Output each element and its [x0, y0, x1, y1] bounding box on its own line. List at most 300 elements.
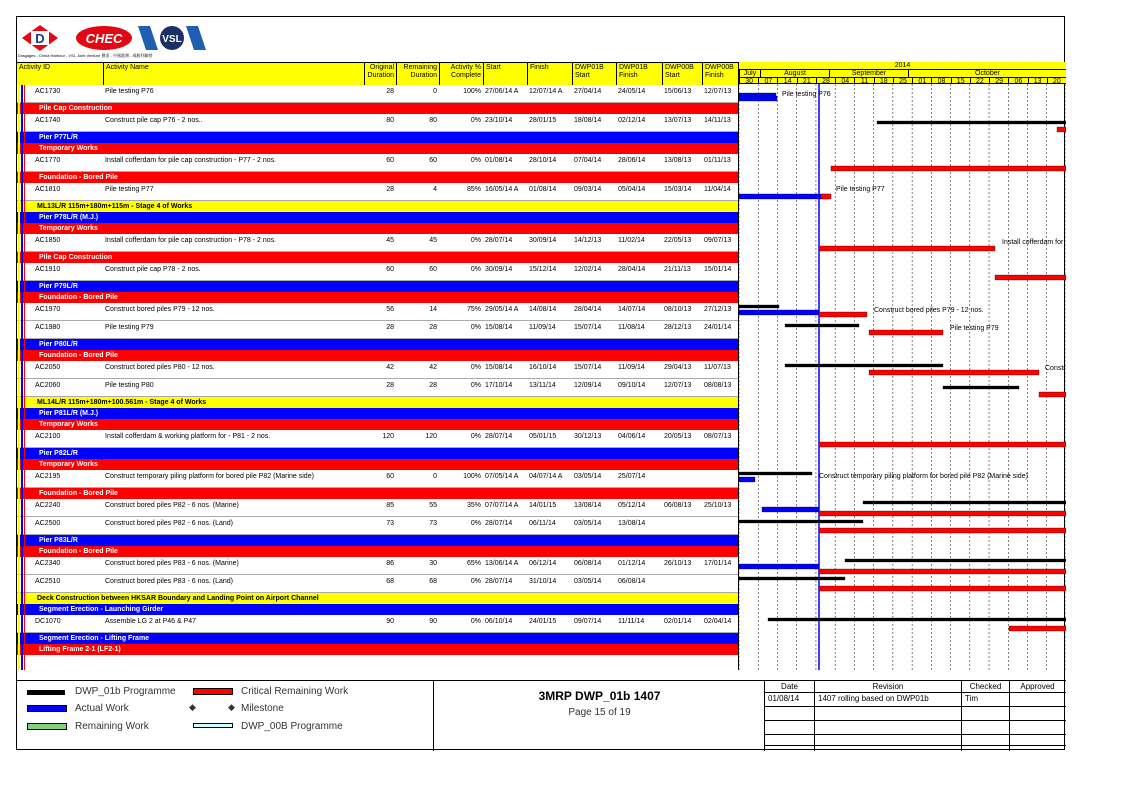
cell-f0: 02/04/14	[704, 618, 732, 625]
legend-remaining-swatch	[27, 723, 67, 730]
timescale-week: 01	[912, 77, 931, 84]
wbs-band: Pile Cap Construction	[17, 103, 738, 114]
timescale-week: 14	[777, 77, 796, 84]
legend-dwp01b-swatch	[27, 690, 65, 695]
cell-id: AC1910	[35, 266, 61, 273]
cell-finish: 24/01/15	[529, 618, 557, 625]
gantt-bar-black	[739, 305, 779, 308]
col-finish: Finish	[527, 63, 572, 85]
cell-start: 28/07/14	[485, 578, 513, 585]
activity-table	[17, 85, 738, 670]
rev-checked: Tim	[965, 694, 979, 703]
cell-s0: 26/10/13	[664, 560, 692, 567]
rev-col-revision: Revision	[815, 681, 962, 692]
cell-f1: 28/04/14	[618, 266, 646, 273]
activity-row	[17, 234, 738, 252]
cell-od: 68	[386, 578, 394, 585]
timescale-week: 20	[1047, 77, 1066, 84]
cell-s0: 20/05/13	[664, 433, 692, 440]
cell-s0: 13/07/13	[664, 117, 692, 124]
cell-s1: 12/02/14	[574, 266, 602, 273]
gantt-bar-red	[831, 166, 1066, 171]
logo-subtitle: Dragages - China Harbour - VSL Joint Venture 寶嘉 - 中國港灣 - 威勝利聯營	[18, 53, 153, 58]
cell-f0: 15/01/14	[704, 266, 732, 273]
gantt-bar-black	[863, 501, 1066, 504]
cell-name: Construct bored piles P82 - 6 nos. (Marine)	[105, 502, 239, 509]
cell-rd: 60	[429, 266, 437, 273]
cell-f0: 14/11/13	[704, 117, 731, 124]
cell-start: 07/07/14 A	[485, 502, 519, 509]
col-start: Start	[483, 63, 527, 85]
cell-id: AC1730	[35, 88, 61, 95]
cell-name: Construct temporary piling platform for bored pile P82 (Marine side)	[105, 473, 314, 480]
timescale-week: 29	[989, 77, 1008, 84]
cell-f0: 08/07/13	[704, 433, 732, 440]
cell-s1: 14/12/13	[574, 237, 602, 244]
cell-s1: 09/07/14	[574, 618, 602, 625]
cell-s0: 21/11/13	[664, 266, 691, 273]
cell-pct: 0%	[470, 157, 481, 164]
cell-finish: 05/01/15	[529, 433, 557, 440]
cell-od: 60	[386, 266, 394, 273]
timescale-week: 18	[874, 77, 893, 84]
gantt-bar-red	[869, 370, 1039, 375]
logo3-text: VSL	[162, 34, 182, 45]
gantt-bar-blue	[739, 194, 829, 199]
activity-row	[17, 263, 738, 281]
gantt-bar-black	[785, 364, 943, 367]
timescale-week: 07	[758, 77, 777, 84]
cell-id: AC1740	[35, 117, 61, 124]
cell-od: 86	[386, 560, 394, 567]
cell-name: Pile testing P76	[105, 88, 154, 95]
cell-f1: 02/12/14	[618, 117, 646, 124]
wbs-band: Temporary Works	[17, 143, 738, 154]
cell-f1: 06/08/14	[618, 578, 646, 585]
legend-dwp01b-label: DWP_01b Programme	[75, 686, 176, 697]
cell-id: AC1810	[35, 186, 61, 193]
gantt-bar-black	[768, 618, 1066, 621]
cell-f0: 09/07/13	[704, 237, 732, 244]
cell-start: 01/08/14	[485, 157, 513, 164]
rev-col-approved: Approved	[1020, 682, 1055, 691]
wbs-band: Pier P78L/R (M.J.)	[17, 212, 738, 223]
wbs-band: Temporary Works	[17, 459, 738, 470]
cell-rd: 42	[429, 364, 437, 371]
cell-f1: 14/07/14	[618, 306, 646, 313]
timescale-month: July	[739, 69, 760, 77]
cell-pct: 0%	[470, 324, 481, 331]
cell-name: Construct bored piles P83 - 6 nos. (Marine)	[105, 560, 239, 567]
cell-rd: 0	[433, 473, 437, 480]
document-title: 3MRP DWP_01b 1407	[538, 689, 661, 703]
legend-critical-swatch	[193, 688, 233, 695]
cell-name: Construct bored piles P80 - 12 nos.	[105, 364, 215, 371]
activity-row	[17, 114, 738, 132]
cell-s1: 18/08/14	[574, 117, 602, 124]
cell-f1: 04/06/14	[618, 433, 646, 440]
cell-name: Construct bored piles P82 - 6 nos. (Land)	[105, 520, 234, 527]
cell-rd: 55	[429, 502, 437, 509]
cell-pct: 0%	[470, 433, 481, 440]
cell-name: Construct bored piles P79 - 12 nos.	[105, 306, 215, 313]
col-activity-id: Activity ID	[19, 64, 51, 71]
cell-finish: 11/09/14	[529, 324, 556, 331]
legend-remaining-label: Remaining Work	[75, 721, 149, 732]
gantt-chart	[738, 62, 1066, 670]
gantt-bar-red	[819, 586, 1066, 591]
cell-pct: 0%	[470, 618, 481, 625]
cell-s1: 03/05/14	[574, 473, 602, 480]
cell-name: Pile testing P79	[105, 324, 154, 331]
timescale-week: 13	[1028, 77, 1047, 84]
gantt-bar-red	[995, 275, 1066, 280]
gantt-bar-black	[845, 559, 1066, 562]
wbs-band: Deck Construction between HKSAR Boundary and Landing Point on Airport Channel	[17, 593, 738, 604]
cell-name: Construct bored piles P83 - 6 nos. (Land)	[105, 578, 234, 585]
cell-f1: 11/08/14	[618, 324, 645, 331]
cell-finish: 13/11/14	[529, 382, 556, 389]
cell-name: Construct pile cap P76 - 2 nos..	[105, 117, 203, 124]
timescale-month: September	[829, 69, 908, 77]
cell-s0: 22/05/13	[664, 237, 692, 244]
cell-s1: 06/08/14	[574, 560, 602, 567]
rev-col-checked: Checked	[962, 681, 1010, 692]
cell-start: 27/06/14 A	[485, 88, 519, 95]
cell-od: 28	[386, 382, 394, 389]
cell-pct: 65%	[466, 560, 481, 567]
activity-row	[17, 575, 738, 593]
wbs-band: Lifting Frame 2-1 (LF2-1)	[17, 644, 738, 655]
wbs-band: Pile Cap Construction	[17, 252, 738, 263]
gantt-bar-blue	[739, 564, 819, 569]
cell-finish: 15/12/14	[529, 266, 557, 273]
cell-od: 28	[386, 324, 394, 331]
gantt-bar-red	[819, 511, 1066, 516]
cell-finish: 30/09/14	[529, 237, 557, 244]
cell-start: 29/05/14 A	[485, 306, 519, 313]
wbs-band: Foundation - Bored Pile	[17, 292, 738, 303]
gantt-bar-blue	[739, 96, 777, 101]
cell-s0: 15/06/13	[664, 88, 692, 95]
milestone-icon: ◆	[228, 702, 235, 712]
cell-name: Install cofferdam & working platform for - P81 - 2 nos.	[105, 433, 271, 440]
cell-rd: 0	[433, 88, 437, 95]
cell-f0: 27/12/13	[704, 306, 732, 313]
cell-od: 120	[382, 433, 394, 440]
wbs-band: ML13L/R 115m+180m+115m - Stage 4 of Works	[17, 201, 738, 212]
cell-pct: 0%	[470, 520, 481, 527]
gantt-bar-black	[943, 386, 1019, 389]
timescale-month: October	[908, 69, 1066, 77]
cell-f1: 09/10/14	[618, 382, 646, 389]
cell-start: 15/08/14	[485, 364, 513, 371]
activity-row	[17, 470, 738, 488]
cell-id: AC2510	[35, 578, 61, 585]
cell-rd: 28	[429, 324, 437, 331]
cell-id: AC2100	[35, 433, 61, 440]
cell-s0: 13/08/13	[664, 157, 692, 164]
timescale-year: 2014	[894, 62, 911, 69]
cell-finish: 12/07/14 A	[529, 88, 563, 95]
cell-pct: 0%	[470, 266, 481, 273]
activity-row	[17, 557, 738, 575]
cell-finish: 31/10/14	[529, 578, 557, 585]
legend-actual-swatch	[27, 705, 67, 712]
timescale-week: 08	[931, 77, 950, 84]
cell-start: 07/05/14 A	[485, 473, 519, 480]
activity-row	[17, 85, 738, 103]
cell-pct: 0%	[470, 117, 481, 124]
cell-s1: 28/04/14	[574, 306, 602, 313]
gantt-bar-black	[739, 472, 812, 475]
legend-actual-label: Actual Work	[75, 703, 129, 714]
cell-od: 42	[386, 364, 394, 371]
cell-start: 28/07/14	[485, 237, 513, 244]
cell-s1: 03/05/14	[574, 578, 602, 585]
wbs-band: Foundation - Bored Pile	[17, 350, 738, 361]
rev-text: 1407 rolling based on DWP01b	[818, 694, 929, 703]
cell-od: 28	[386, 88, 394, 95]
cell-id: AC2060	[35, 382, 61, 389]
cell-pct: 100%	[463, 473, 481, 480]
wbs-band: Temporary Works	[17, 419, 738, 430]
gantt-bar-red	[819, 312, 867, 317]
timescale-week: 15	[951, 77, 970, 84]
col-dwp00b-finish: DWP00B Finish	[702, 63, 738, 85]
cell-od: 28	[386, 186, 394, 193]
cell-f0: 11/07/13	[704, 364, 731, 371]
cell-pct: 35%	[466, 502, 481, 509]
wbs-band: Foundation - Bored Pile	[17, 488, 738, 499]
chec-logo	[74, 24, 134, 50]
gantt-bar-label: Pile testing P77	[836, 186, 885, 193]
cell-od: 80	[386, 117, 394, 124]
cell-s1: 15/07/14	[574, 324, 602, 331]
activity-row	[17, 154, 738, 172]
wbs-band: Pier P79L/R	[17, 281, 738, 292]
gantt-bar-label: Pile testing P76	[782, 91, 831, 98]
cell-s0: 02/01/14	[664, 618, 692, 625]
cell-f0: 24/01/14	[704, 324, 732, 331]
table-header	[17, 62, 738, 86]
cell-start: 28/07/14	[485, 520, 513, 527]
cell-pct: 0%	[470, 237, 481, 244]
gantt-bar-blue	[739, 310, 819, 315]
cell-f0: 08/08/13	[704, 382, 732, 389]
cell-s1: 27/04/14	[574, 88, 602, 95]
cell-pct: 75%	[466, 306, 481, 313]
cell-s1: 13/08/14	[574, 502, 602, 509]
timescale-week: 25	[893, 77, 912, 84]
gantt-bar-black	[877, 121, 1066, 124]
cell-start: 06/10/14	[485, 618, 513, 625]
cell-finish: 06/12/14	[529, 560, 557, 567]
cell-start: 30/09/14	[485, 266, 513, 273]
activity-row	[17, 517, 738, 535]
col-dwp01b-start: DWP01B Start	[572, 63, 616, 85]
gantt-bar-red	[1057, 127, 1066, 132]
gantt-bar-label: Pile testing P79	[950, 325, 999, 332]
cell-s0: 15/03/14	[664, 186, 692, 193]
cell-s0: 06/08/13	[664, 502, 692, 509]
cell-start: 13/06/14 A	[485, 560, 519, 567]
cell-pct: 85%	[466, 186, 481, 193]
gantt-bar-red	[1009, 626, 1066, 631]
gantt-bar-red	[819, 528, 1066, 533]
cell-name: Pile testing P77	[105, 186, 154, 193]
cell-finish: 28/01/15	[529, 117, 557, 124]
cell-name: Install cofferdam for pile cap construction - P77 - 2 nos.	[105, 157, 277, 164]
cell-rd: 4	[433, 186, 437, 193]
rev-col-date: Date	[765, 681, 815, 692]
cell-start: 23/10/14	[485, 117, 513, 124]
cell-od: 90	[386, 618, 394, 625]
gantt-bar-red	[819, 569, 1066, 574]
cell-od: 45	[386, 237, 394, 244]
cell-finish: 06/11/14	[529, 520, 556, 527]
cell-rd: 45	[429, 237, 437, 244]
gantt-bar-red	[819, 442, 1066, 447]
cell-id: AC2195	[35, 473, 61, 480]
timescale-header	[739, 62, 1066, 84]
cell-s1: 15/07/14	[574, 364, 602, 371]
cell-rd: 14	[429, 306, 437, 313]
cell-f0: 11/04/14	[704, 186, 731, 193]
cell-start: 28/07/14	[485, 433, 513, 440]
cell-finish: 16/10/14	[529, 364, 557, 371]
cell-rd: 28	[429, 382, 437, 389]
cell-rd: 68	[429, 578, 437, 585]
legend-milestone-label: Milestone	[241, 703, 284, 714]
vsl-logo	[138, 24, 206, 50]
cell-f1: 13/08/14	[618, 520, 646, 527]
cell-rd: 80	[429, 117, 437, 124]
gantt-bar-black	[739, 520, 863, 523]
wbs-band: Segment Erection - Launching Girder	[17, 604, 738, 615]
timescale-week: 28	[816, 77, 835, 84]
wbs-band: Segment Erection - Lifting Frame	[17, 633, 738, 644]
timescale-week: 11	[854, 77, 873, 84]
timescale-week: 04	[835, 77, 854, 84]
cell-finish: 14/01/15	[529, 502, 557, 509]
activity-row	[17, 303, 738, 321]
cell-pct: 0%	[470, 382, 481, 389]
cell-f1: 11/09/14	[618, 364, 645, 371]
timescale-month: August	[760, 69, 829, 77]
gantt-canvas	[739, 84, 1066, 670]
wbs-band: Pier P82L/R	[17, 448, 738, 459]
revision-table	[764, 680, 1066, 751]
activity-row	[17, 430, 738, 448]
activity-row	[17, 379, 738, 397]
cell-pct: 0%	[470, 364, 481, 371]
title-block	[433, 680, 765, 751]
legend-dwp00b-label: DWP_00B Programme	[241, 721, 343, 732]
activity-row	[17, 499, 738, 517]
dragages-logo	[21, 24, 59, 50]
legend-dwp00b-swatch	[193, 723, 233, 728]
cell-rd: 90	[429, 618, 437, 625]
page-number: Page 15 of 19	[568, 707, 631, 718]
wbs-band: Foundation - Bored Pile	[17, 172, 738, 183]
gantt-bar-label: Constr	[1045, 365, 1066, 372]
gantt-bar-label: Construct temporary piling platform for bored pile P82 (Marine side)	[819, 473, 1028, 480]
cell-f1: 28/06/14	[618, 157, 646, 164]
cell-od: 56	[386, 306, 394, 313]
cell-s0: 08/10/13	[664, 306, 692, 313]
cell-rd: 120	[425, 433, 437, 440]
cell-id: AC2500	[35, 520, 61, 527]
logo2-text: CHEC	[85, 31, 123, 46]
cell-s1: 30/12/13	[574, 433, 602, 440]
cell-name: Install cofferdam for pile cap construction - P78 - 2 nos.	[105, 237, 277, 244]
cell-f0: 12/07/13	[704, 88, 732, 95]
cell-s1: 12/09/14	[574, 382, 602, 389]
cell-s0: 29/04/13	[664, 364, 692, 371]
cell-rd: 30	[429, 560, 437, 567]
gantt-bar-blue	[762, 507, 819, 512]
gantt-bar-blue	[739, 477, 755, 482]
cell-od: 85	[386, 502, 394, 509]
gantt-bar-label: Construct bored piles P79 - 12 nos.	[874, 307, 984, 314]
rev-date: 01/08/14	[768, 694, 800, 703]
milestone-icon: ◆	[189, 702, 196, 712]
col-dwp01b-finish: DWP01B Finish	[616, 63, 662, 85]
outline-indent-bars	[17, 85, 25, 670]
cell-f1: 05/04/14	[618, 186, 646, 193]
cell-od: 60	[386, 157, 394, 164]
activity-row	[17, 321, 738, 339]
cell-f1: 11/11/14	[618, 618, 645, 625]
cell-start: 16/05/14 A	[485, 186, 519, 193]
cell-name: Assemble LG 2 at P46 & P47	[105, 618, 197, 625]
cell-id: AC1770	[35, 157, 61, 164]
cell-s1: 09/03/14	[574, 186, 602, 193]
cell-pct: 0%	[470, 578, 481, 585]
wbs-band: Foundation - Bored Pile	[17, 546, 738, 557]
wbs-band: Pier P83L/R	[17, 535, 738, 546]
cell-start: 15/08/14	[485, 324, 513, 331]
cell-f0: 25/10/13	[704, 502, 732, 509]
cell-id: AC2050	[35, 364, 61, 371]
cell-s1: 07/04/14	[574, 157, 602, 164]
gantt-bar-black	[739, 577, 845, 580]
cell-f1: 25/07/14	[618, 473, 646, 480]
cell-name: Construct pile cap P78 - 2 nos.	[105, 266, 201, 273]
cell-id: AC2240	[35, 502, 61, 509]
gantt-bar-label: Install cofferdam for	[1002, 239, 1064, 246]
cell-od: 60	[386, 473, 394, 480]
activity-row	[17, 361, 738, 379]
col-pct-complete: Activity % Complete	[439, 63, 483, 85]
wbs-band: Pier P80L/R	[17, 339, 738, 350]
cell-name: Pile testing P80	[105, 382, 154, 389]
cell-finish: 14/08/14	[529, 306, 557, 313]
activity-row	[17, 615, 738, 633]
cell-finish: 01/08/14	[529, 186, 557, 193]
timescale-week: 22	[970, 77, 989, 84]
cell-finish: 04/07/14 A	[529, 473, 563, 480]
cell-id: AC1980	[35, 324, 61, 331]
cell-f0: 01/11/13	[704, 157, 731, 164]
gantt-bar-red	[819, 246, 995, 251]
cell-id: AC1970	[35, 306, 61, 313]
col-activity-name: Activity Name	[103, 63, 364, 85]
cell-f1: 01/12/14	[618, 560, 646, 567]
cell-pct: 100%	[463, 88, 481, 95]
activity-row	[17, 183, 738, 201]
